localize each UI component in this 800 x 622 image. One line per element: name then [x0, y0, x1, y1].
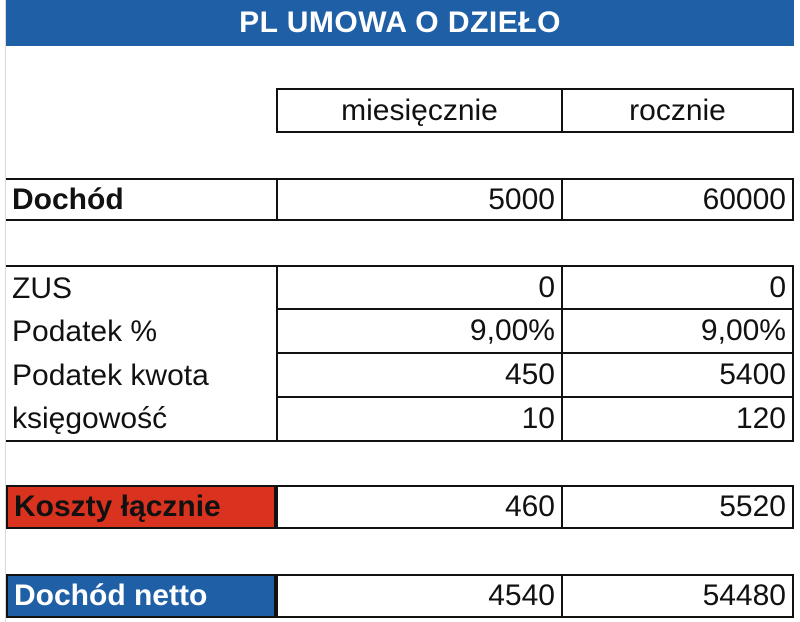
cost-yearly-tax-rate[interactable]: 9,00% — [561, 308, 794, 354]
cost-yearly-tax-amount[interactable]: 5400 — [561, 352, 794, 398]
total-costs-monthly[interactable]: 460 — [276, 485, 563, 529]
cost-monthly-zus[interactable]: 0 — [276, 265, 563, 310]
sheet-title: PL UMOWA O DZIEŁO — [6, 0, 794, 46]
total-costs-label[interactable]: Koszty łącznie — [6, 485, 276, 529]
net-income-label[interactable]: Dochód netto — [6, 574, 276, 618]
cost-label-accounting[interactable]: księgowość — [6, 398, 276, 442]
income-monthly-cell[interactable]: 5000 — [276, 178, 563, 221]
cost-yearly-accounting[interactable]: 120 — [561, 396, 794, 442]
cost-monthly-accounting[interactable]: 10 — [276, 396, 563, 442]
total-costs-yearly[interactable]: 5520 — [561, 485, 794, 529]
income-label[interactable]: Dochód — [6, 178, 276, 221]
net-income-yearly[interactable]: 54480 — [561, 574, 794, 618]
cost-label-zus[interactable]: ZUS — [6, 265, 276, 310]
cost-monthly-tax-amount[interactable]: 450 — [276, 352, 563, 398]
cost-label-tax-amount[interactable]: Podatek kwota — [12, 359, 209, 392]
net-income-monthly[interactable]: 4540 — [276, 574, 563, 618]
income-yearly-cell[interactable]: 60000 — [561, 178, 794, 221]
cost-label-tax-rate[interactable]: Podatek % — [12, 315, 158, 348]
header-monthly[interactable]: miesięcznie — [276, 88, 563, 133]
cost-yearly-zus[interactable]: 0 — [561, 265, 794, 310]
header-yearly[interactable]: rocznie — [561, 88, 794, 133]
cost-monthly-tax-rate[interactable]: 9,00% — [276, 308, 563, 354]
